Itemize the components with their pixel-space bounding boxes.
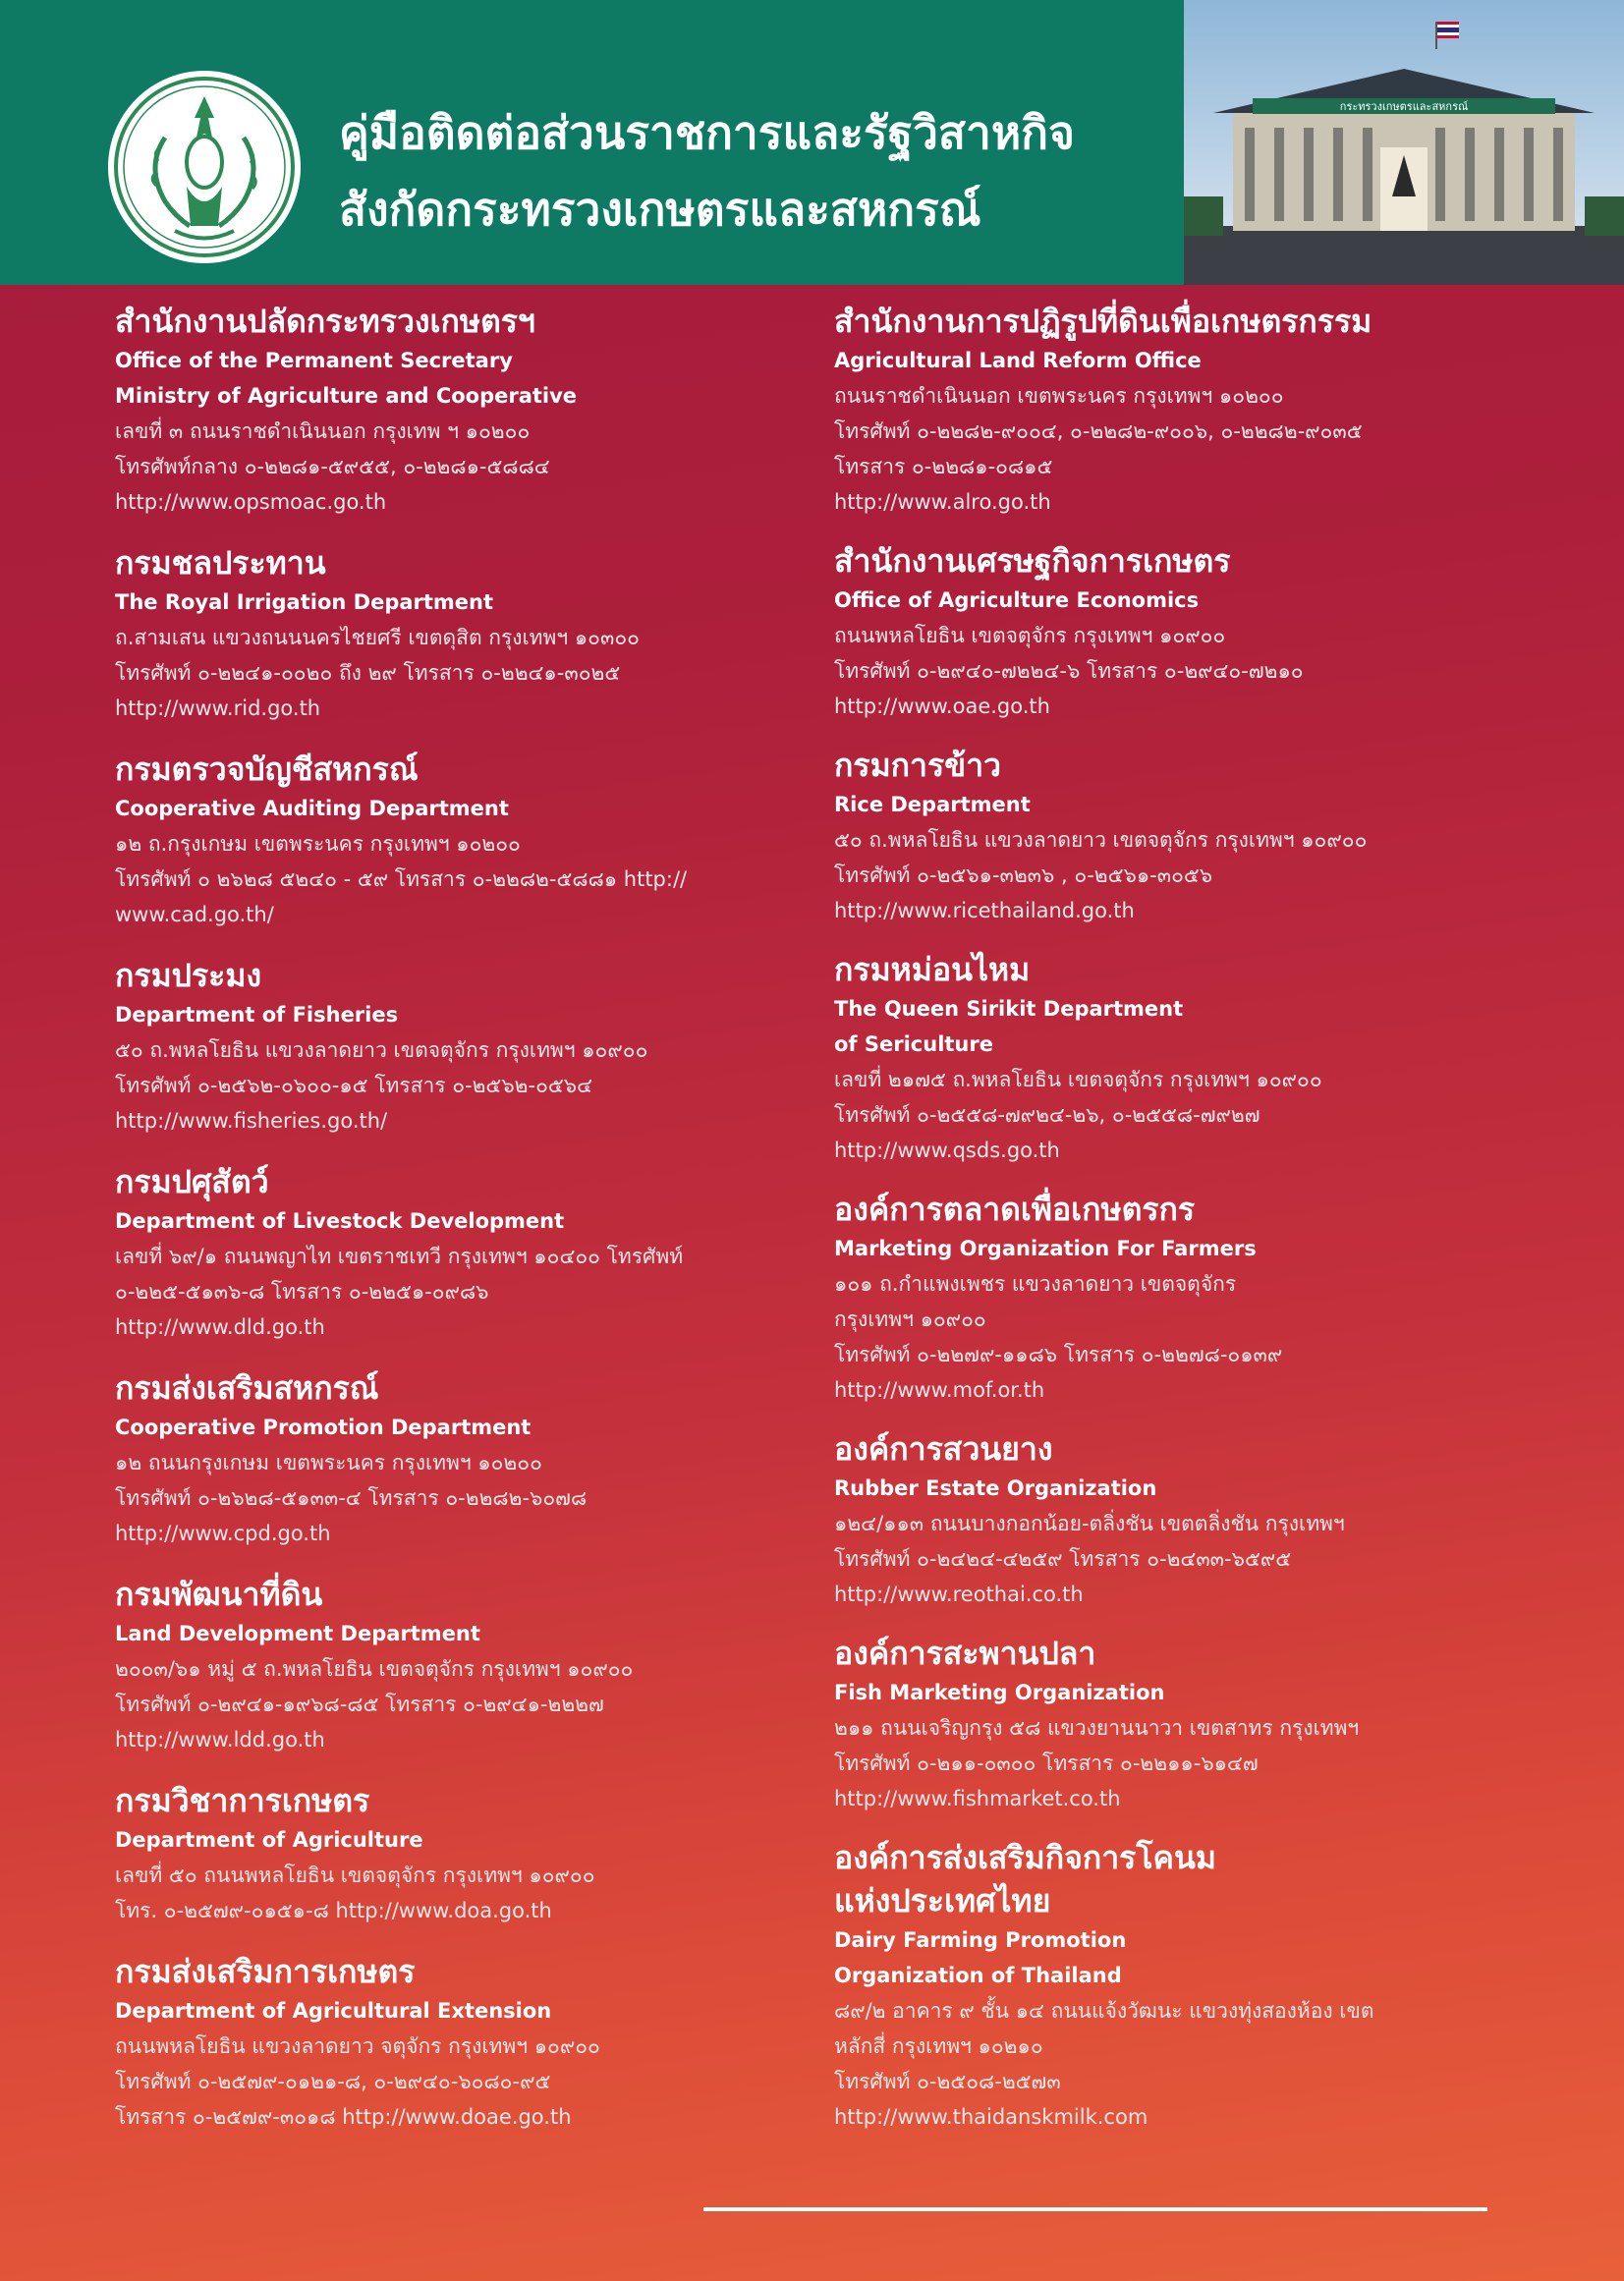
contact-entry (115, 748, 842, 932)
title-line-1: คู่มือติดต่อส่วนราชการและรัฐวิสาหกิจ (339, 106, 1075, 159)
contact-detail: ถนนพหลโยธิน แขวงลาดยาว จตุจักร กรุงเทพฯ ๑๐๙๐๐ (115, 2034, 600, 2058)
contact-detail: โทรศัพท์ ๐-๒๕๗๙-๐๑๒๑-๘, ๐-๒๙๔๐-๖๐๘๐-๙๕ (115, 2070, 551, 2093)
agency-name-english: Marketing Organization For Farmers (834, 1237, 1257, 1260)
agency-name-thai: สำนักงานการปฏิรูปที่ดินเพื่อเกษตรกรรม (834, 303, 1372, 340)
agency-name-thai-cont: แห่งประเทศไทย (834, 1882, 1051, 1919)
agency-name-english: The Royal Irrigation Department (115, 590, 494, 614)
agency-name-thai: กรมชลประทาน (115, 544, 326, 582)
contact-detail: โทรศัพท์กลาง ๐-๒๒๘๑-๕๙๕๕, ๐-๒๒๘๑-๕๘๘๔ (115, 455, 550, 478)
contact-entry (834, 300, 1541, 520)
contact-detail: ๑๐๑ ถ.กำแพงเพชร แขวงลาดยาว เขตจตุจักร (834, 1272, 1237, 1296)
contact-detail: ๒๐๐๓/๖๑ หมู่ ๕ ถ.พหลโยธิน เขตจตุจักร กรุงเทพฯ ๑๐๙๐๐ (115, 1657, 634, 1681)
ministry-emblem-icon (106, 69, 303, 265)
contact-entry (115, 1779, 842, 1928)
right-column (834, 300, 1541, 2135)
contact-detail: โทรศัพท์ ๐-๒๑๑-๐๓๐๐ โทรสาร ๐-๒๒๑๑-๖๑๔๗ (834, 1752, 1259, 1775)
agency-name-thai: องค์การส่งเสริมกิจการโคนม (834, 1839, 1216, 1876)
contact-detail: ถนนพหลโยธิน เขตจตุจักร กรุงเทพฯ ๑๐๙๐๐ (834, 624, 1226, 647)
contact-detail: ๕๐ ถ.พหลโยธิน แขวงลาดยาว เขตจตุจักร กรุงเทพฯ ๑๐๙๐๐ (834, 828, 1368, 852)
agency-name-english: Cooperative Auditing Department (115, 797, 509, 820)
agency-name-thai: กรมตรวจบัญชีสหกรณ์ (115, 751, 419, 788)
website-link[interactable]: http://www.dld.go.th (115, 1315, 325, 1339)
agency-name-english: Cooperative Promotion Department (115, 1416, 532, 1439)
agency-name-thai: องค์การสวนยาง (834, 1430, 1053, 1468)
title-line-2: สังกัดกระทรวงเกษตรและสหกรณ์ (339, 183, 981, 236)
left-column (115, 300, 842, 2135)
contact-detail: โทรศัพท์ ๐-๒๙๔๐-๗๒๒๔-๖ โทรสาร ๐-๒๙๔๐-๗๒๑๐ (834, 659, 1304, 683)
contact-entry (115, 1366, 842, 1551)
contact-detail: เลขที่ ๒๑๗๕ ถ.พหลโยธิน เขตจตุจักร กรุงเทพฯ ๑๐๙๐๐ (834, 1068, 1322, 1091)
contact-entry (834, 1632, 1541, 1816)
contact-detail: ๑๒ ถ.กรุงเกษม เขตพระนคร กรุงเทพฯ ๑๐๒๐๐ (115, 832, 521, 856)
contact-detail: โทรศัพท์ ๐-๒๒๗๙-๑๑๘๖ โทรสาร ๐-๒๒๗๘-๐๑๓๙ (834, 1343, 1283, 1366)
contact-detail: โทรศัพท์ ๐-๒๕๐๘-๒๕๗๓ (834, 2070, 1061, 2093)
website-link[interactable]: http://www.ldd.go.th (115, 1728, 325, 1752)
contact-detail: กรุงเทพฯ ๑๐๙๐๐ (834, 1307, 986, 1331)
contact-detail: เลขที่ ๓ ถนนราชดำเนินนอก กรุงเทพ ฯ ๑๐๒๐๐ (115, 419, 531, 443)
agency-name-english: Department of Agricultural Extension (115, 1999, 552, 2023)
contact-detail: หลักสี่ กรุงเทพฯ ๑๐๒๑๐ (834, 2034, 1043, 2058)
contact-entry (115, 954, 842, 1139)
contact-entry (834, 1188, 1541, 1408)
contact-detail: โทรศัพท์ ๐-๒๖๒๘-๕๑๓๓-๔ โทรสาร ๐-๒๒๘๒-๖๐๗๘ (115, 1486, 588, 1510)
contact-detail: เลขที่ ๕๐ ถนนพหลโยธิน เขตจตุจักร กรุงเทพฯ ๑๐๙๐๐ (115, 1864, 595, 1887)
contact-detail: ๒๑๑ ถนนเจริญกรุง ๕๘ แขวงยานนาวา เขตสาทร กรุงเทพฯ (834, 1716, 1360, 1740)
contact-entry (834, 948, 1541, 1168)
contact-detail: เลขที่ ๖๙/๑ ถนนพญาไท เขตราชเทวี กรุงเทพฯ ๑๐๔๐๐ โทรศัพท์ (115, 1245, 684, 1268)
contact-detail: ถนนราชดำเนินนอก เขตพระนคร กรุงเทพฯ ๑๐๒๐๐ (834, 384, 1284, 408)
agency-name-thai: สำนักงานปลัดกระทรวงเกษตรฯ (115, 303, 535, 340)
agency-name-thai: กรมส่งเสริมสหกรณ์ (115, 1369, 379, 1407)
header-banner (0, 0, 1624, 285)
ministry-building-photo (1184, 0, 1624, 285)
contact-entry (115, 1950, 842, 2135)
contact-entry (834, 744, 1541, 928)
agency-name-thai: กรมการข้าว (834, 747, 1001, 784)
contact-detail: โทรสาร ๐-๒๕๗๙-๓๐๑๘ http://www.doae.go.th (115, 2105, 572, 2129)
contact-detail: โทรศัพท์ ๐-๒๔๒๔-๔๒๕๙ โทรสาร ๐-๒๔๓๓-๖๕๙๕ (834, 1547, 1292, 1571)
contact-detail: โทร. ๐-๒๕๗๙-๐๑๕๑-๘ http://www.doa.go.th (115, 1899, 552, 1922)
contact-detail: ๐-๒๒๕-๕๑๓๖-๘ โทรสาร ๐-๒๒๕๑-๐๙๘๖ (115, 1280, 489, 1304)
agency-name-english: Office of the Permanent Secretary (115, 349, 513, 372)
contact-detail: ๑๒ ถนนกรุงเกษม เขตพระนคร กรุงเทพฯ ๑๐๒๐๐ (115, 1451, 542, 1474)
website-link[interactable]: http://www.ricethailand.go.th (834, 899, 1135, 922)
agency-name-english: Dairy Farming Promotion (834, 1928, 1127, 1952)
agency-name-thai: กรมปศุสัตว์ (115, 1163, 269, 1200)
agency-name-english: Agricultural Land Reform Office (834, 349, 1202, 372)
website-link[interactable]: http://www.mof.or.th (834, 1378, 1045, 1402)
building-sign: กระทรวงเกษตรและสหกรณ์ (1339, 100, 1469, 113)
website-link[interactable]: http://www.cpd.go.th (115, 1522, 331, 1545)
contact-entry (115, 1160, 842, 1345)
website-link[interactable]: http://www.oae.go.th (834, 695, 1050, 718)
agency-name-english: Department of Agriculture (115, 1828, 423, 1852)
agency-name-thai: กรมประมง (115, 957, 262, 994)
contact-entry (115, 1573, 842, 1757)
agency-name-english: Department of Livestock Development (115, 1209, 565, 1233)
agency-name-thai: กรมส่งเสริมการเกษตร (115, 1953, 416, 1990)
agency-name-english: Office of Agriculture Economics (834, 588, 1200, 612)
contact-detail: ถ.สามเสน แขวงถนนนครไชยศรี เขตดุสิต กรุงเทพฯ ๑๐๓๐๐ (115, 626, 640, 649)
footer-divider (703, 2207, 1487, 2211)
agency-name-thai: องค์การสะพานปลา (834, 1635, 1096, 1672)
contact-detail: ๘๙/๒ อาคาร ๙ ชั้น ๑๔ ถนนแจ้งวัฒนะ แขวงทุ่งสองห้อง เขต (834, 1999, 1374, 2023)
contact-entry (115, 300, 842, 520)
contact-entry (834, 539, 1541, 724)
agency-name-english: Organization of Thailand (834, 1964, 1122, 1987)
website-link[interactable]: http://www.thaidanskmilk.com (834, 2105, 1148, 2129)
contact-entry (115, 541, 842, 726)
website-link[interactable]: http://www.rid.go.th (115, 696, 321, 720)
contact-detail: ๑๒๔/๑๑๓ ถนนบางกอกน้อย-ตลิ่งชัน เขตตลิ่งชัน กรุงเทพฯ (834, 1512, 1345, 1535)
website-link[interactable]: http://www.alro.go.th (834, 490, 1051, 514)
agency-name-english: Fish Marketing Organization (834, 1681, 1165, 1704)
contact-detail: โทรศัพท์ ๐-๒๕๖๑-๓๒๓๖ , ๐-๒๕๖๑-๓๐๕๖ (834, 863, 1213, 887)
agency-name-thai: กรมวิชาการเกษตร (115, 1782, 370, 1819)
agency-name-english: The Queen Sirikit Department (834, 997, 1184, 1021)
contact-detail: โทรศัพท์ ๐ ๒๖๒๘ ๕๒๔๐ - ๕๙ โทรสาร ๐-๒๒๘๒-๕๘๘๑ http:// (115, 867, 688, 891)
agency-name-english: Rice Department (834, 793, 1031, 816)
contact-entry (834, 1836, 1541, 2135)
agency-name-english: Rubber Estate Organization (834, 1476, 1157, 1500)
agency-name-english: Land Development Department (115, 1622, 480, 1645)
website-link[interactable]: http://www.fishmarket.co.th (834, 1787, 1121, 1810)
contact-entry (834, 1427, 1541, 1612)
contact-detail: โทรศัพท์ ๐-๒๒๔๑-๐๐๒๐ ถึง ๒๙ โทรสาร ๐-๒๒๔๑-๓๐๒๕ (115, 661, 621, 685)
agency-name-thai: องค์การตลาดเพื่อเกษตรกร (834, 1191, 1196, 1228)
contact-detail: โทรศัพท์ ๐-๒๕๕๘-๗๙๒๔-๒๖, ๐-๒๕๕๘-๗๙๒๗ (834, 1103, 1260, 1127)
page-title (339, 94, 1223, 248)
agency-name-english: Department of Fisheries (115, 1003, 399, 1027)
contact-detail: โทรศัพท์ ๐-๒๕๖๒-๐๖๐๐-๑๕ โทรสาร ๐-๒๕๖๒-๐๕๖๔ (115, 1074, 593, 1097)
contact-detail: โทรศัพท์ ๐-๒๙๔๑-๑๙๖๘-๘๕ โทรสาร ๐-๒๙๔๑-๒๒๒๗ (115, 1693, 604, 1716)
contact-detail: โทรสาร ๐-๒๒๘๑-๐๘๑๕ (834, 455, 1053, 478)
agency-name-thai: สำนักงานเศรษฐกิจการเกษตร (834, 542, 1231, 580)
contact-detail: โทรศัพท์ ๐-๒๒๘๒-๙๐๐๔, ๐-๒๒๘๒-๙๐๐๖, ๐-๒๒๘๒-๙๐๓๕ (834, 419, 1363, 443)
agency-name-english: of Sericulture (834, 1032, 993, 1056)
agency-name-thai: กรมพัฒนาที่ดิน (115, 1576, 323, 1613)
website-link[interactable]: http://www.opsmoac.go.th (115, 490, 387, 514)
agency-name-english: Ministry of Agriculture and Cooperative (115, 384, 578, 408)
website-link[interactable]: http://www.reothai.co.th (834, 1583, 1084, 1606)
website-link[interactable]: http://www.fisheries.go.th/ (115, 1109, 388, 1133)
website-link[interactable]: http://www.qsds.go.th (834, 1139, 1060, 1162)
website-link[interactable]: www.cad.go.th/ (115, 903, 274, 926)
agency-name-thai: กรมหม่อนไหม (834, 951, 1031, 988)
contact-detail: ๕๐ ถ.พหลโยธิน แขวงลาดยาว เขตจตุจักร กรุงเทพฯ ๑๐๙๐๐ (115, 1038, 648, 1062)
